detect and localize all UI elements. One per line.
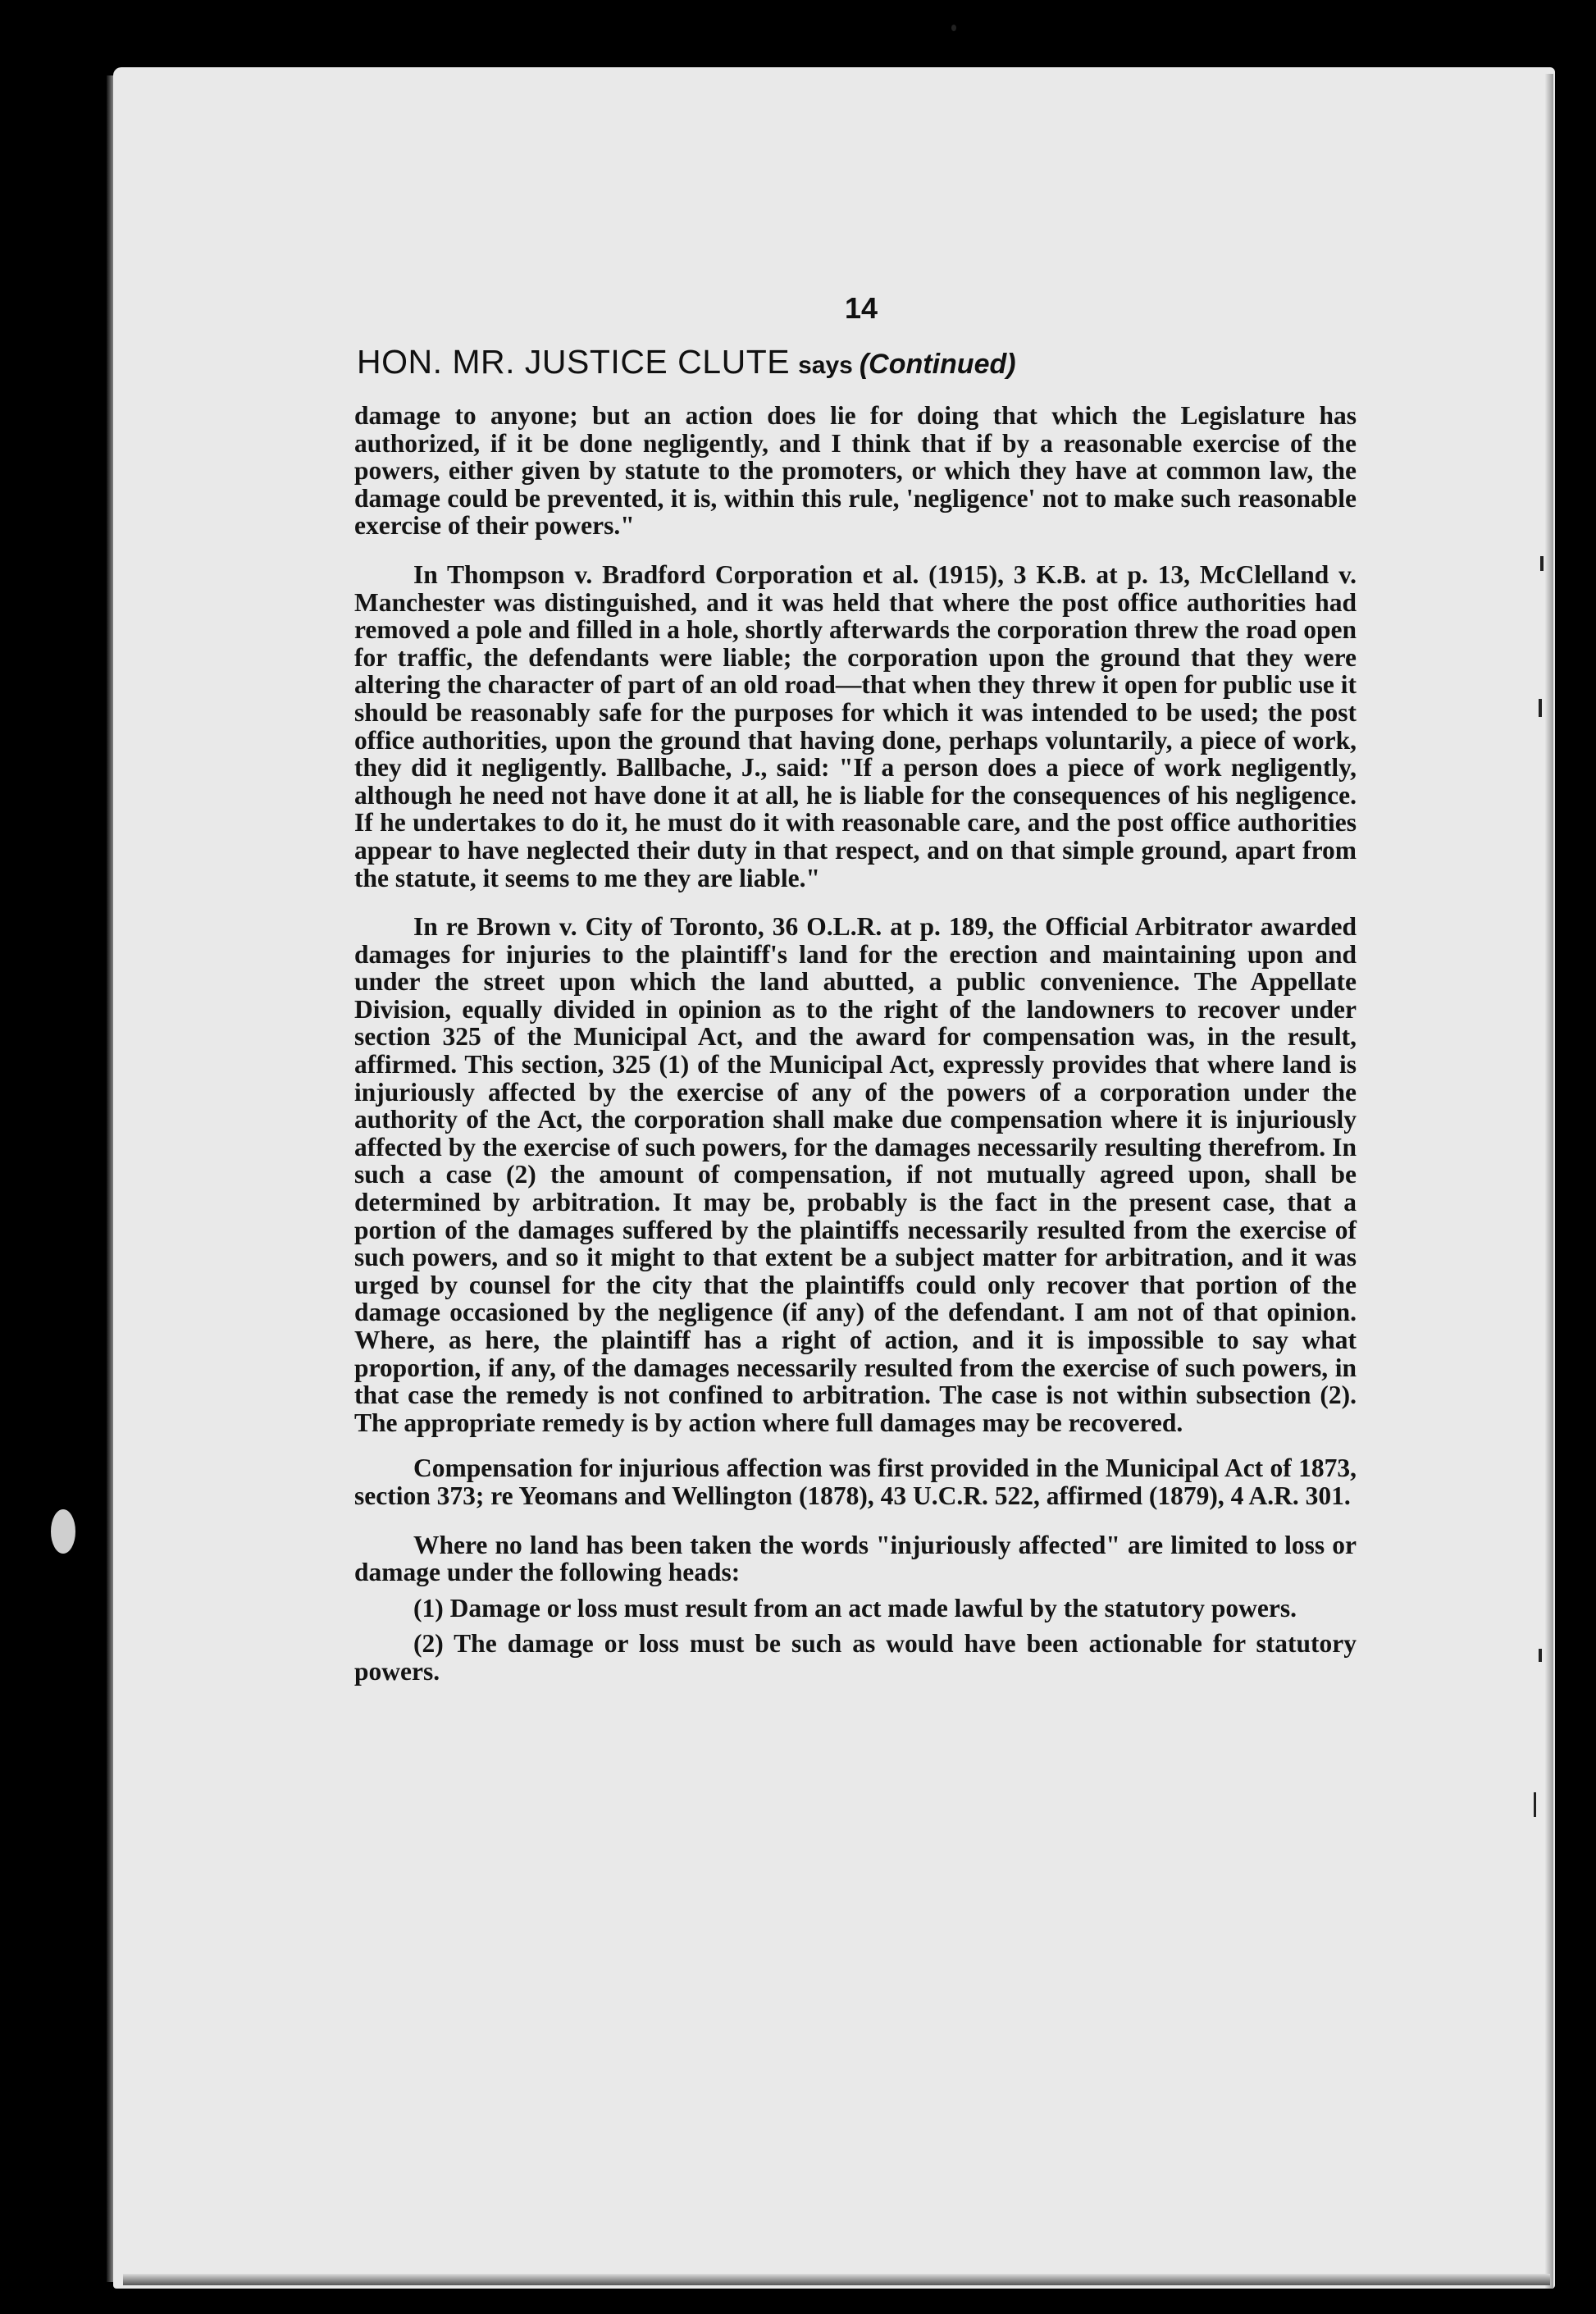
paragraph: In re Brown v. City of Toronto, 36 O.L.R. at p. 189, the Official Arbitrator awarded damages for injuries to the plaintiff's land for the erection and maintaining upon and under the street upon which the land abutted, a public convenience. The Appellate Division, equally divided in opinion as to the right of the landowners to recover under section 325 of the Municipal Act, and the award for compensation was, in the result, affirmed. This section, 325 (1) of the Municipal Act, expressly provides that where land is injuriously affected by the exercise of any of the powers of a corporation under the authority of the Act, the corporation shall make due compensation where it is injuriously affected by the exercise of such powers, for the damages necessarily resulting therefrom. In such a case (2) the amount of compensation, if not mutually agreed upon, shall be determined by arbitration. It may be, probably is the fact in the present case, that a portion of the damages suffered by the plaintiffs necessarily resulted from the exercise of such powers, and so it might to that extent be a subject matter for arbitration, and it was urged by counsel for the city that the plaintiffs could only recover that portion of the damage occasioned by the negligence (if any) of the defendant. I am not of that opinion. Where, as here, the plaintiff has a right of action, and it is impossible to say what proportion, if any, of the damages necessarily resulted from the exercise of such powers, in that case the remedy is not confined to arbitration. The case is not within subsection (2). The appropriate remedy is by action where full damages may be recovered. [354, 912, 1357, 1437]
list-item: (2) The damage or loss must be such as would have been actionable for statutory powers. [354, 1629, 1357, 1686]
paragraph: damage to anyone; but an action does lie for doing that which the Legislature has authorized, if it be done negligently, and I think that if by a reasonable exercise of the powers, either given by statute to the promoters, or which they have at common law, the damage could be prevented, it is, within this rule, 'negligence' not to make such reasonable exercise of their powers." [354, 401, 1357, 541]
header-name: HON. MR. JUSTICE CLUTE [357, 343, 791, 381]
header-says: says [798, 352, 853, 379]
paragraph: Where no land has been taken the words "injuriously affected" are limited to loss or damage under the following heads: [354, 1530, 1357, 1587]
paragraph: Compensation for injurious affection was first provided in the Municipal Act of 1873, section 373; re Yeomans and Wellington (1878), 43 U.C.R. 522, affirmed (1879), 4 A.R. 301. [354, 1454, 1357, 1510]
scan-mark [1539, 1649, 1542, 1662]
paragraph: In Thompson v. Bradford Corporation et al. (1915), 3 K.B. at p. 13, McClelland v. Manchester was distinguished, and it was held that where the post office authorities had removed a pole and filled in a hole, shortly afterwards the corporation threw the road open for traffic, the defendants were liable; the corporation upon the ground that they were altering the character of part of an old road—that when they threw it open for public use it should be reasonably safe for the purposes for which it was intended to be used; the post office authorities, upon the ground that having done, perhaps voluntarily, a piece of work, they did it negligently. Ballbache, J., said: "If a person does a piece of work negligently, although he need not have done it at all, he is liable for the consequences of his negligence. If he undertakes to do it, he must do it with reasonable care, and the post office authorities appear to have neglected their duty in that respect, and on that simple ground, apart from the statute, it seems to me they are liable." [354, 559, 1357, 892]
page-header [357, 343, 1016, 381]
body-text [354, 402, 1357, 1694]
page-number: 14 [844, 291, 878, 325]
scan-mark [1539, 699, 1542, 717]
scan-speck [51, 1509, 75, 1554]
page-bottom-edge [123, 2274, 1550, 2285]
list-item: (1) Damage or loss must result from an act made lawful by the statutory powers. [413, 1593, 1297, 1623]
header-continued: (Continued) [859, 349, 1016, 380]
page-right-edge [1545, 74, 1553, 2289]
scan-mark [1534, 1792, 1536, 1817]
scan-mark [1540, 556, 1544, 571]
scan-mark [951, 25, 956, 31]
